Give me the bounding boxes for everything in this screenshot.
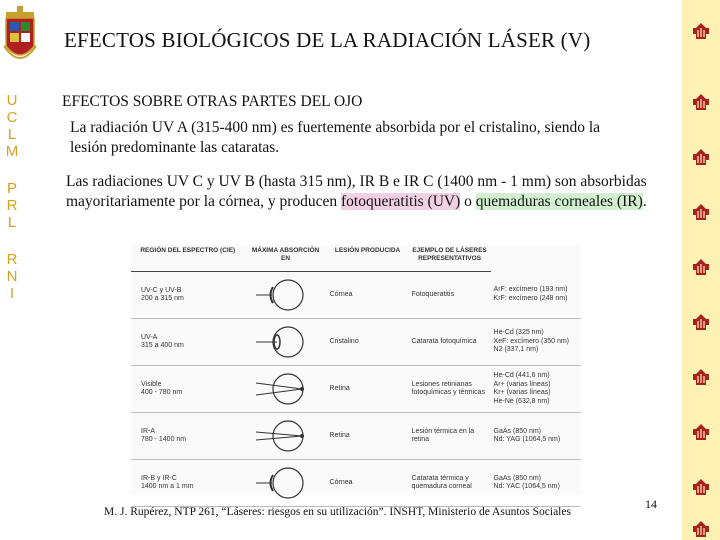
lasers-cell: ArF: excímero (193 nm) KrF: excímero (248 nm): [491, 272, 581, 319]
paragraph-uvc-uvb-ir: [66, 172, 656, 212]
side-letter: M: [5, 143, 19, 160]
side-letter: R: [6, 197, 18, 214]
ornament-icon: [692, 258, 710, 276]
coat-of-arms-icon: [2, 6, 38, 68]
lasers-cell: GaAs (850 nm) Nd: YAC (1064,5 nm): [491, 460, 581, 507]
side-letter: P: [6, 180, 17, 197]
lesion-cell: Fotoqueratitis: [409, 272, 491, 319]
region-cell: UV-C y UV-B 200 a 315 nm: [131, 272, 245, 319]
paragraph-text: .: [642, 193, 647, 210]
left-sidebar: [0, 0, 40, 540]
side-letters: [0, 92, 24, 302]
eye-diagram: [245, 366, 327, 413]
paragraph-text: o: [460, 193, 476, 210]
ornament-icon: [692, 22, 710, 40]
lasers-cell: He-Cd (325 nm) XeF: excímero (350 nm) N2 (337,1 nm): [491, 319, 581, 366]
side-letter: L: [7, 126, 17, 143]
region-cell: Visible 400 - 780 nm: [131, 366, 245, 413]
table-header: EJEMPLO DE LÁSERES REPRESENTATIVOS: [409, 245, 491, 272]
radiation-effects-table: [131, 245, 581, 495]
lesion-cell: Lesión térmica en la retina: [409, 413, 491, 460]
absorption-cell: Córnea: [327, 460, 409, 507]
absorption-cell: Córnea: [327, 272, 409, 319]
lesion-cell: Catarata térmica y quemadura corneal: [409, 460, 491, 507]
ornament-icon: [692, 520, 710, 538]
table-row: [131, 272, 581, 319]
absorption-cell: Retina: [327, 413, 409, 460]
eye-retina-ir-icon: [256, 418, 316, 454]
side-letter: L: [7, 214, 17, 231]
paragraph-text: Las radiaciones UV C y UV B (hasta 315 nm), IR B e IR C (1400 nm - 1 mm) son absorbidas mayoritariamente por la córnea, y producen: [66, 173, 647, 210]
side-letter: U: [6, 92, 18, 109]
highlight-fotoqueratitis: fotoqueratitis (UV): [341, 193, 461, 210]
side-letter: R: [6, 251, 18, 268]
page-title: EFECTOS BIOLÓGICOS DE LA RADIACIÓN LÁSER (V): [64, 28, 591, 52]
ornament-icon: [692, 93, 710, 111]
absorption-cell: Cristalino: [327, 319, 409, 366]
paragraph-uva: La radiación UV A (315-400 nm) es fuertemente absorbida por el cristalino, siendo la lesión predominante las cataratas.: [70, 119, 601, 156]
footer-citation: M. J. Rupérez, NTP 261, “Láseres: riesgos en su utilización”. INSHT, Ministerio de Asuntos Sociales: [104, 506, 571, 518]
page-number: 14: [645, 497, 657, 511]
table-row: [131, 460, 581, 507]
ornament-icon: [692, 313, 710, 331]
eye-retina-icon: [256, 371, 316, 407]
eye-diagram: [245, 413, 327, 460]
table-header: LESIÓN PRODUCIDA: [327, 245, 409, 272]
table-header: MÁXIMA ABSORCIÓN EN: [245, 245, 327, 272]
side-letter: I: [9, 285, 15, 302]
lesion-cell: Lesiones retinianas fotoquímicas y térmicas: [409, 366, 491, 413]
eye-cornea-icon: [256, 277, 316, 313]
eye-lens-icon: [256, 324, 316, 360]
lesion-cell: Catarata fotoquímica: [409, 319, 491, 366]
eye-diagram: [245, 272, 327, 319]
lasers-cell: He-Cd (441,6 nm) Ar+ (varias líneas) Kr+ (varias líneas) He-Ne (632,8 nm): [491, 366, 581, 413]
lasers-cell: GaAs (850 nm) Nd: YAG (1064,5 nm): [491, 413, 581, 460]
section-subtitle: EFECTOS SOBRE OTRAS PARTES DEL OJO: [62, 93, 363, 110]
table-row: [131, 319, 581, 366]
table-header: REGIÓN DEL ESPECTRO (CIE): [131, 245, 245, 272]
side-letter: C: [6, 109, 18, 126]
ornament-icon: [692, 478, 710, 496]
table-row: [131, 413, 581, 460]
ornament-icon: [692, 203, 710, 221]
ornament-icon: [692, 148, 710, 166]
table-row: [131, 366, 581, 413]
ornament-icon: [692, 368, 710, 386]
region-cell: UV-A 315 a 400 nm: [131, 319, 245, 366]
region-cell: IR-B y IR-C 1400 nm a 1 mm: [131, 460, 245, 507]
absorption-cell: Retina: [327, 366, 409, 413]
eye-diagram: [245, 460, 327, 507]
side-letter: N: [6, 268, 18, 285]
eye-diagram: [245, 319, 327, 366]
region-cell: IR-A 780 - 1400 nm: [131, 413, 245, 460]
highlight-quemaduras: quemaduras corneales (IR): [475, 193, 643, 210]
eye-cornea-ir-icon: [256, 465, 316, 501]
ornament-icon: [692, 423, 710, 441]
